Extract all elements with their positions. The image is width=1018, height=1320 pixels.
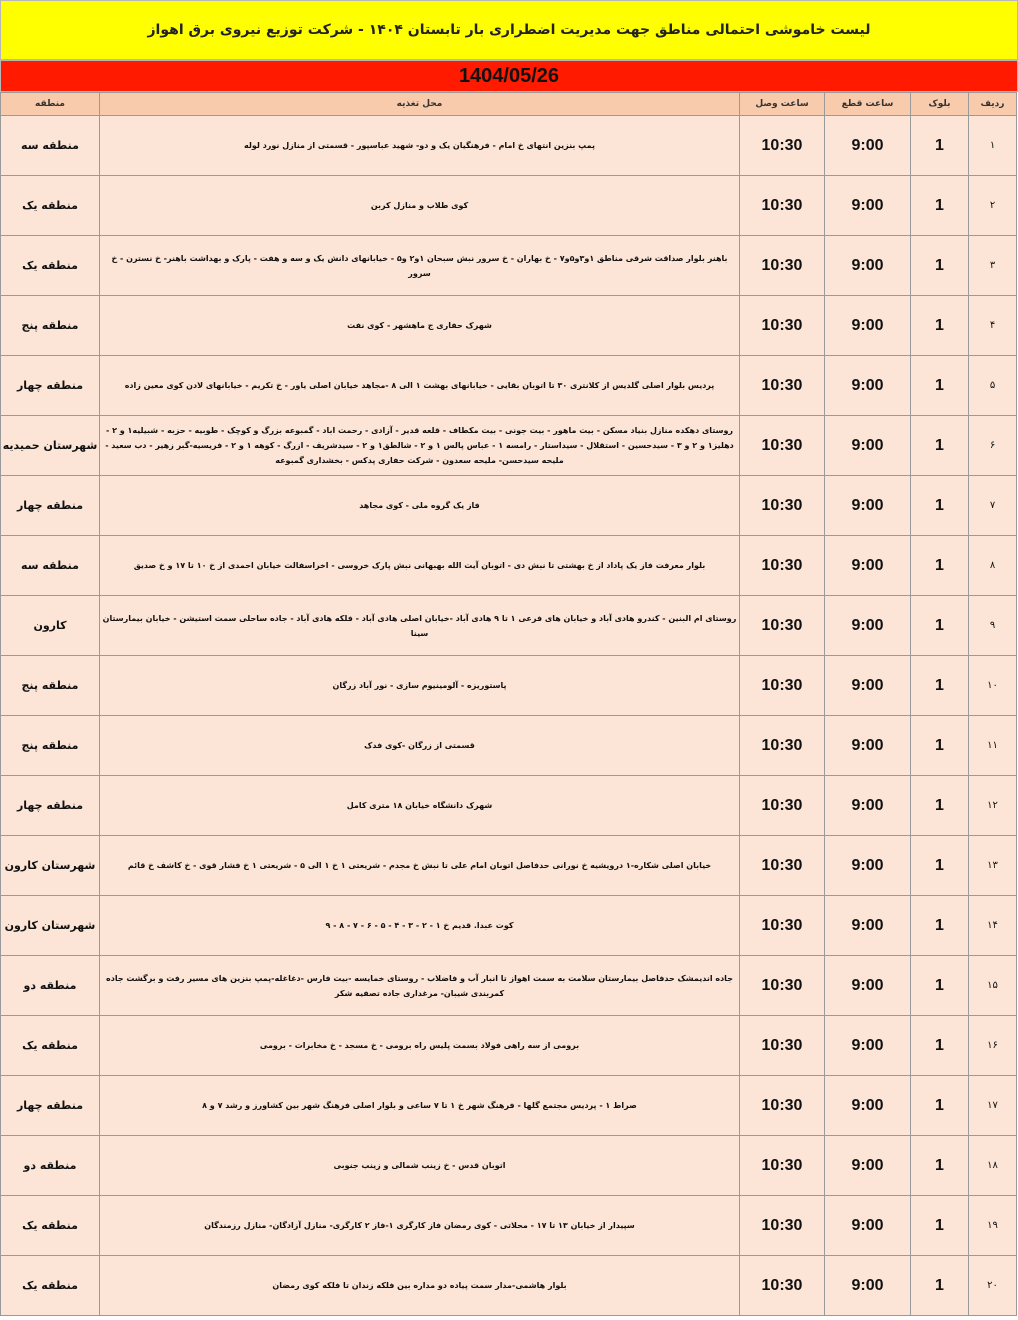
block-cell: 1 xyxy=(911,1256,969,1316)
row-number: ۱ xyxy=(969,116,1017,176)
start-time-cell: 9:00 xyxy=(825,956,911,1016)
row-number: ۱۶ xyxy=(969,1016,1017,1076)
block-cell: 1 xyxy=(911,776,969,836)
end-time-cell: 10:30 xyxy=(740,1076,825,1136)
row-number: ۱۷ xyxy=(969,1076,1017,1136)
zone-cell: منطقه چهار xyxy=(1,1076,100,1136)
row-number: ۱۴ xyxy=(969,896,1017,956)
zone-cell: منطقه چهار xyxy=(1,476,100,536)
header-start-time: ساعت قطع xyxy=(825,93,911,116)
zone-cell: منطقه یک xyxy=(1,176,100,236)
location-cell: پمپ بنزین انتهای خ امام - فرهنگیان یک و دو- شهید عباسپور - قسمتی از منازل نورد لوله xyxy=(100,116,740,176)
end-time-cell: 10:30 xyxy=(740,776,825,836)
end-time-cell: 10:30 xyxy=(740,176,825,236)
start-time-cell: 9:00 xyxy=(825,1256,911,1316)
start-time-cell: 9:00 xyxy=(825,476,911,536)
location-cell: برومی از سه راهی فولاد بسمت پلیس راه برومی - خ مسجد - خ مخابرات - برومی xyxy=(100,1016,740,1076)
zone-cell: منطقه دو xyxy=(1,1136,100,1196)
start-time-cell: 9:00 xyxy=(825,896,911,956)
location-cell: اتوبان قدس - خ زینب شمالی و زینب جنوبی xyxy=(100,1136,740,1196)
end-time-cell: 10:30 xyxy=(740,296,825,356)
end-time-cell: 10:30 xyxy=(740,416,825,476)
end-time-cell: 10:30 xyxy=(740,116,825,176)
outage-table xyxy=(0,92,1017,1316)
zone-cell: منطقه یک xyxy=(1,1196,100,1256)
zone-cell: منطقه پنج xyxy=(1,716,100,776)
location-cell: جاده اندیمشک حدفاصل بیمارستان سلامت به سمت اهواز تا انبار آب و فاضلاب - روستای خمایسه -بیت فارس -دغاغله-پمپ بنزین های مسیر رفت و برگشت جاده کمربندی شیبان- مرغداری جاده تصفیه شکر xyxy=(100,956,740,1016)
table-header-row xyxy=(1,93,1017,116)
block-cell: 1 xyxy=(911,116,969,176)
table-row xyxy=(1,896,1017,956)
block-cell: 1 xyxy=(911,176,969,236)
location-cell: صراط ۱ - پردیس مجتمع گلها - فرهنگ شهر خ ۱ تا ۷ ساعی و بلوار اصلی فرهنگ شهر بین کشاورز و رشد ۷ و ۸ xyxy=(100,1076,740,1136)
row-number: ۲ xyxy=(969,176,1017,236)
zone-cell: منطقه چهار xyxy=(1,356,100,416)
zone-cell: منطقه سه xyxy=(1,116,100,176)
block-cell: 1 xyxy=(911,356,969,416)
location-cell: شهرک دانشگاه خیابان ۱۸ متری کامل xyxy=(100,776,740,836)
block-cell: 1 xyxy=(911,716,969,776)
table-row xyxy=(1,296,1017,356)
block-cell: 1 xyxy=(911,1076,969,1136)
start-time-cell: 9:00 xyxy=(825,656,911,716)
table-row xyxy=(1,1136,1017,1196)
location-cell: کوت عبدا. قدیم خ ۱ - ۲ - ۳ - ۴ - ۵ - ۶ - ۷ - ۸ - ۹ xyxy=(100,896,740,956)
end-time-cell: 10:30 xyxy=(740,596,825,656)
header-block: بلوک xyxy=(911,93,969,116)
block-cell: 1 xyxy=(911,656,969,716)
block-cell: 1 xyxy=(911,416,969,476)
row-number: ۵ xyxy=(969,356,1017,416)
location-cell: روستای ام البنین - کندرو هادی آباد و خیابان های فرعی ۱ تا ۹ هادی آباد -خیابان اصلی هادی آباد - فلکه هادی آباد - جاده ساحلی سمت استیشن - خیابان بیمارستان سینا xyxy=(100,596,740,656)
zone-cell: کارون xyxy=(1,596,100,656)
location-cell: فاز یک گروه ملی - کوی مجاهد xyxy=(100,476,740,536)
row-number: ۱۵ xyxy=(969,956,1017,1016)
location-cell: کوی طلاب و منازل کربن xyxy=(100,176,740,236)
header-zone: منطقه xyxy=(1,93,100,116)
table-row xyxy=(1,596,1017,656)
table-row xyxy=(1,956,1017,1016)
table-row xyxy=(1,476,1017,536)
zone-cell: منطقه پنج xyxy=(1,656,100,716)
row-number: ۳ xyxy=(969,236,1017,296)
end-time-cell: 10:30 xyxy=(740,236,825,296)
row-number: ۴ xyxy=(969,296,1017,356)
block-cell: 1 xyxy=(911,596,969,656)
start-time-cell: 9:00 xyxy=(825,1076,911,1136)
start-time-cell: 9:00 xyxy=(825,596,911,656)
row-number: ۱۸ xyxy=(969,1136,1017,1196)
zone-cell: شهرستان کارون xyxy=(1,896,100,956)
end-time-cell: 10:30 xyxy=(740,1136,825,1196)
row-number: ۲۰ xyxy=(969,1256,1017,1316)
block-cell: 1 xyxy=(911,1196,969,1256)
header-location: محل تغذیه xyxy=(100,93,740,116)
table-row xyxy=(1,1256,1017,1316)
header-row-number: ردیف xyxy=(969,93,1017,116)
sheet-title: لیست خاموشی احتمالی مناطق جهت مدیریت اضطراری بار تابستان ۱۴۰۴ - شرکت توزیع نیروی برق اهواز xyxy=(0,0,1018,60)
end-time-cell: 10:30 xyxy=(740,1256,825,1316)
location-cell: بلوار هاشمی-مدار سمت پیاده دو مداره بین فلکه زندان تا فلکه کوی رمضان xyxy=(100,1256,740,1316)
location-cell: روستای دهکده منازل بنیاد مسکن - بیت ماهور - بیت جونی - بیت مکطاف - قلعه قدیر - آزادی - رحمت اباد - گمبوعه بزرگ و کوچک - طوبیه - حزبه - شبیلیه۱ و ۲ - دهلیز۱ و ۲ و ۳ - سیدحسین - استقلال - سیداستار - رامسه ۱ - عباس پالس ۱ و ۲ - شالطق۱ و ۲ - سیدشریف - ازرگ - کوهه ۱ و ۲ - فریسیه-گبر زهیر - دب سعید - ملیحه سیدحسن- ملیحه سعدون - شرکت حفاری پدکس - بخشداری گمبوعه xyxy=(100,416,740,476)
table-row xyxy=(1,1016,1017,1076)
table-row xyxy=(1,176,1017,236)
table-row xyxy=(1,656,1017,716)
zone-cell: منطقه پنج xyxy=(1,296,100,356)
table-row xyxy=(1,776,1017,836)
location-cell: باهنر بلوار صداقت شرقی مناطق ۱و۳و۵و۷ - خ بهاران - خ سرور نبش سبحان ۱و۲ و۵ - خیابانهای دانش یک و سه و هفت - پارک و بهداشت باهنر- خ نسترن - خ سرور xyxy=(100,236,740,296)
zone-cell: منطقه یک xyxy=(1,236,100,296)
zone-cell: منطقه یک xyxy=(1,1016,100,1076)
row-number: ۷ xyxy=(969,476,1017,536)
block-cell: 1 xyxy=(911,296,969,356)
table-row xyxy=(1,1196,1017,1256)
start-time-cell: 9:00 xyxy=(825,1016,911,1076)
end-time-cell: 10:30 xyxy=(740,1196,825,1256)
table-row xyxy=(1,416,1017,476)
start-time-cell: 9:00 xyxy=(825,176,911,236)
end-time-cell: 10:30 xyxy=(740,836,825,896)
start-time-cell: 9:00 xyxy=(825,1136,911,1196)
table-row xyxy=(1,356,1017,416)
location-cell: قسمتی از زرگان -کوی فدک xyxy=(100,716,740,776)
start-time-cell: 9:00 xyxy=(825,776,911,836)
block-cell: 1 xyxy=(911,836,969,896)
block-cell: 1 xyxy=(911,956,969,1016)
zone-cell: شهرستان کارون xyxy=(1,836,100,896)
block-cell: 1 xyxy=(911,1136,969,1196)
end-time-cell: 10:30 xyxy=(740,356,825,416)
block-cell: 1 xyxy=(911,1016,969,1076)
location-cell: پاستوریزه - آلومینیوم سازی - نور آباد زرگان xyxy=(100,656,740,716)
end-time-cell: 10:30 xyxy=(740,716,825,776)
row-number: ۱۹ xyxy=(969,1196,1017,1256)
start-time-cell: 9:00 xyxy=(825,1196,911,1256)
end-time-cell: 10:30 xyxy=(740,896,825,956)
block-cell: 1 xyxy=(911,476,969,536)
end-time-cell: 10:30 xyxy=(740,956,825,1016)
location-cell: خیابان اصلی شکاره-۱ درویشیه خ نورانی حدفاصل اتوبان امام علی تا نبش خ مجدم - شریعتی ۱ خ ۱ الی ۵ - شریعتی ۱ خ فشار قوی - خ کاشف خ قائم xyxy=(100,836,740,896)
zone-cell: منطقه یک xyxy=(1,1256,100,1316)
end-time-cell: 10:30 xyxy=(740,656,825,716)
end-time-cell: 10:30 xyxy=(740,536,825,596)
location-cell: شهرک حفاری ج ماهشهر - کوی نفت xyxy=(100,296,740,356)
table-row xyxy=(1,236,1017,296)
start-time-cell: 9:00 xyxy=(825,356,911,416)
zone-cell: منطقه سه xyxy=(1,536,100,596)
table-row xyxy=(1,716,1017,776)
row-number: ۱۲ xyxy=(969,776,1017,836)
table-row xyxy=(1,836,1017,896)
block-cell: 1 xyxy=(911,896,969,956)
zone-cell: منطقه دو xyxy=(1,956,100,1016)
end-time-cell: 10:30 xyxy=(740,476,825,536)
row-number: ۱۱ xyxy=(969,716,1017,776)
table-body xyxy=(1,116,1017,1316)
block-cell: 1 xyxy=(911,536,969,596)
row-number: ۹ xyxy=(969,596,1017,656)
row-number: ۱۳ xyxy=(969,836,1017,896)
row-number: ۱۰ xyxy=(969,656,1017,716)
end-time-cell: 10:30 xyxy=(740,1016,825,1076)
location-cell: بلوار معرفت فاز یک پاداد از خ بهشتی تا نبش دی - اتوبان آیت الله بهبهانی نبش پارک خروسی - اخراسفالت خیابان احمدی از خ ۱۰ تا ۱۷ و خ صدیق xyxy=(100,536,740,596)
block-cell: 1 xyxy=(911,236,969,296)
date-banner: 1404/05/26 xyxy=(0,60,1018,92)
row-number: ۸ xyxy=(969,536,1017,596)
start-time-cell: 9:00 xyxy=(825,236,911,296)
start-time-cell: 9:00 xyxy=(825,296,911,356)
zone-cell: شهرستان حمیدیه xyxy=(1,416,100,476)
table-row xyxy=(1,1076,1017,1136)
table-row xyxy=(1,536,1017,596)
zone-cell: منطقه چهار xyxy=(1,776,100,836)
table-row xyxy=(1,116,1017,176)
start-time-cell: 9:00 xyxy=(825,536,911,596)
location-cell: سپیدار از خیابان ۱۳ تا ۱۷ - محلاتی - کوی رمضان فاز کارگری ۱-فاز ۲ کارگری- منازل آزادگان- منازل رزمندگان xyxy=(100,1196,740,1256)
row-number: ۶ xyxy=(969,416,1017,476)
start-time-cell: 9:00 xyxy=(825,116,911,176)
start-time-cell: 9:00 xyxy=(825,416,911,476)
start-time-cell: 9:00 xyxy=(825,716,911,776)
location-cell: پردیس بلوار اصلی گلدیس از کلانتری ۳۰ تا اتوبان بقایی - خیابانهای بهشت ۱ الی ۸ -مجاهد خیابان اصلی یاور - خ تکریم - خیابانهای لادن کوی معین زاده xyxy=(100,356,740,416)
start-time-cell: 9:00 xyxy=(825,836,911,896)
header-end-time: ساعت وصل xyxy=(740,93,825,116)
